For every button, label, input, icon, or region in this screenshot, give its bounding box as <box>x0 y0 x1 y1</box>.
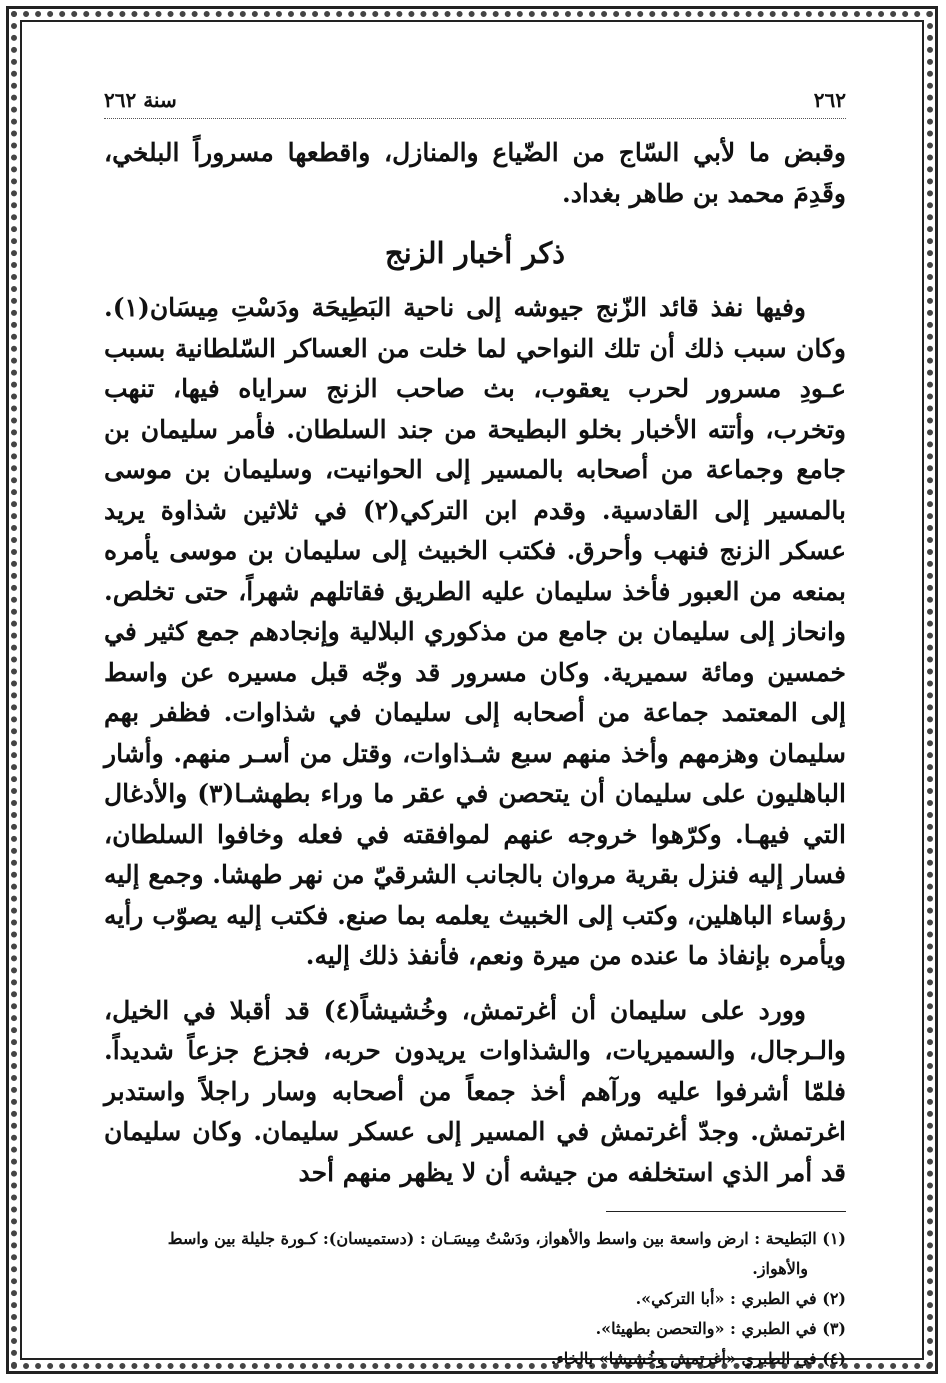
paragraph-2: وفيها نفذ قائد الزّنج جيوشه إلى ناحية البَطِيحَة ودَسْتِ مِيسَان(١). وكان سبب ذلك أن تلك النواحي لما خلت من العساكر السّلطانية بسبب عـودِ مسرور لحرب يعقوب، بث صاحب الزنج سراياه فيها، تنهب وتخرب، وأتته الأخبار بخلو البطيحة من جند السلطان. فأمر سليمان بن جامع وجماعة من أصحابه بالمسير إلى الحوانيت، وسليمان بن موسى بالمسير إلى القادسية. وقدم ابن التركي(٢) في ثلاثين شذاوة يريد عسكر الزنج فنهب وأحرق. فكتب الخبيث إلى سليمان بن موسى يأمره بمنعه من العبور فأخذ سليمان عليه الطريق فقاتلهم شهراً، حتى تخلص. وانحاز إلى سليمان بن جامع من مذكوري البلالية وإنجادهم جمع كثير في خمسين ومائة سميرية. وكان مسرور قد وجّه قبل مسيره عن واسط إلى المعتمد جماعة من أصحابه إلى سليمان في شذاوات. فظفر بهم سليمان وهزمهم وأخذ منهم سبع شـذاوات، وقتل من أسـر منهم. وأشار الباهليون على سليمان أن يتحصن في عقر ما وراء بطهشـا(٣) والأدغال التي فيهـا. وكرّهوا خروجه عنهم لموافقته في فعله وخافوا السلطان، فسار إليه فنزل بقرية مروان بالجانب الشرقيّ من نهر طهشا. وجمع إليه رؤساء الباهلين، وكتب إلى الخبيث يعلمه بما صنع. فكتب إليه يصوّب رأيه ويأمره بإنفاذ ما عنده من ميرة ونعم، فأنفذ ذلك إليه. <box>104 293 847 970</box>
footnote-4: (٤) في الطبري «أغرتمش وخُشيشا» بالخاء. <box>550 1349 846 1368</box>
paragraph-3: وورد على سليمان أن أغرتمش، وخُشيشاً(٤) قد أقبلا في الخيل، والـرجال، والسميريات، والشذاوات يريدون حربه، فجزع جزعاً شديداً. فلمّا أشرفوا عليه ورآهم أخذ جمعاً من أصحابه وسار راجلاً واستدبر اغرتمش. وجدّ أغرتمش في المسير إلى عسكر سليمان. وكان سليمان قد أمر الذي استخلفه من جيشه أن لا يظهر منهم أحد <box>104 995 846 1187</box>
page-number: ٢٦٢ <box>813 88 846 112</box>
footnote-1: (١) البَطيحة : ارض واسعة بين واسط والأهواز، ودَسْتُ مِيسَـان : (دستميسان): كـورة جليلة بين واسط <box>167 1229 846 1248</box>
footnote-1-continued: والأهواز. <box>752 1259 808 1278</box>
running-year: سنة ٢٦٢ <box>104 88 177 112</box>
footnote-rule <box>606 1211 846 1212</box>
footnote-3: (٣) في الطبري : «والتحصن بطهيثا». <box>595 1319 846 1338</box>
footnote-2: (٢) في الطبري : «أبا التركي». <box>635 1289 846 1308</box>
section-heading: ذكر أخبار الزنج <box>384 236 566 270</box>
page-content <box>104 84 847 1368</box>
paragraph-1: وقبض ما لأبي السّاج من الضّياع والمنازل، واقطعها مسروراً البلخي، وقَدِمَ محمد بن طاهر بغداد. <box>104 138 846 208</box>
running-header <box>104 84 846 119</box>
